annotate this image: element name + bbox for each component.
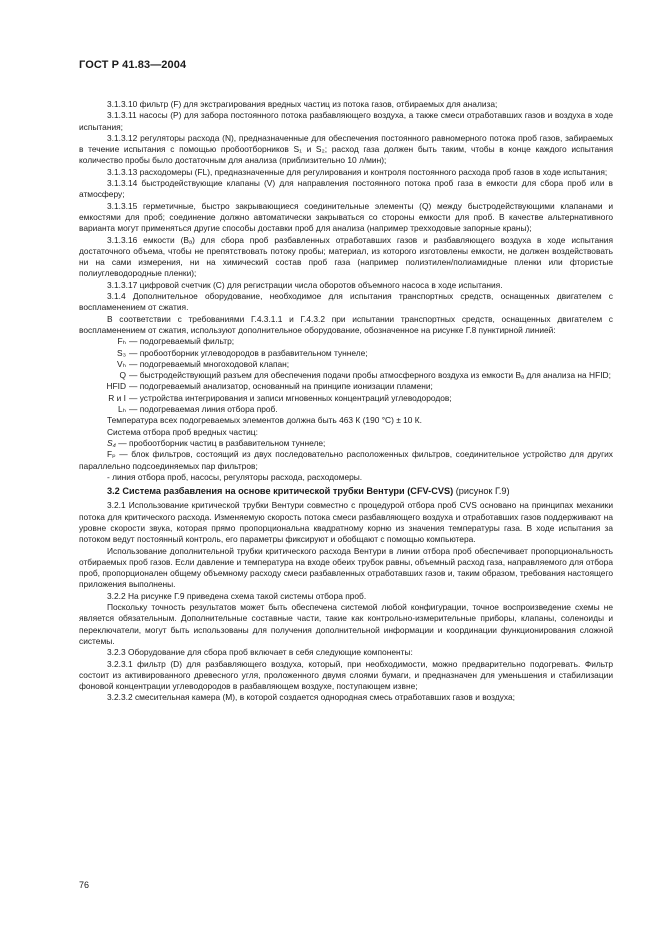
particle-def-row bbox=[79, 438, 613, 449]
definition-text: — подогреваемая линия отбора проб. bbox=[129, 404, 278, 415]
item-3-1-3-15: 3.1.3.15 герметичные, быстро закрывающиеся соединительные элементы (Q) между быстродействующими клапанами и емкостями для проб; соединение должно автоматически закрываться со стороны емкости для проб. В качестве альтернативного варианта могут применяться другие способы доставки проб для анализа (например трехходовые запорные краны); bbox=[79, 200, 613, 234]
page-number: 76 bbox=[79, 880, 90, 890]
paragraph-accuracy: Поскольку точность результатов может быть обеспечена системой любой конфигурации, точное воспроизведение схемы не является обязательным. Дополнительные составные части, такие как контрольно-измерительные приборы, клапаны, соленоиды и переключатели, могут быть использованы для получения дополнительной информации и координации функционирования сложной системы. bbox=[79, 602, 613, 646]
item-3-2-1: 3.2.1 Использование критической трубки Вентури совместно с процедурой отбора проб CVS основано на принципах механики потока для критического расхода. Изменяемую скорость потока смеси разбавляющего воздуха и отработавших газов поддерживают на уровне скорости звука, которая прямо пропорциональна квадратному корню из значения температуры газа. В ходе испытания за потоком ведут постоянный контроль, его параметры фиксируют и обобщают с помощью компьютера. bbox=[79, 500, 613, 545]
definition-row bbox=[79, 359, 613, 370]
definition-term: Q bbox=[119, 370, 126, 381]
definition-term: Fₚ bbox=[107, 449, 116, 460]
section-heading-suffix: (рисунок Г.9) bbox=[455, 486, 510, 497]
definition-row bbox=[79, 404, 613, 415]
definition-text: — быстродействующий разъем для обеспечения подачи пробы атмосферного воздуха из емкости Bₐ для анализа на HFID; bbox=[129, 370, 611, 381]
definition-row bbox=[79, 336, 613, 347]
definition-term: HFID bbox=[106, 381, 126, 392]
section-heading-text: 3.2 Система разбавления на основе критической трубки Вентури (CFV-CVS) bbox=[107, 486, 454, 497]
definition-term: S₃ bbox=[117, 347, 126, 358]
definition-text: — устройства интегрирования и записи мгновенных концентраций углеводородов; bbox=[129, 392, 452, 403]
page-content bbox=[79, 99, 613, 704]
item-3-1-3-11: 3.1.3.11 насосы (P) для забора постоянного потока разбавляющего воздуха, а также смеси отработавших газов и воздуха в ходе испытания; bbox=[79, 110, 613, 132]
particle-def-row bbox=[79, 472, 613, 483]
item-3-1-3-16: 3.1.3.16 емкости (Bₐ) для сбора проб разбавленных отработавших газов и разбавляющего воздуха в ходе испытания достаточного объема, чтобы не препятствовать потоку пробы; материал, из которого изготовлены емкости, не должен воздействовать ни на сами измерения, ни на химический состав проб газа (например полиэтилен/полиамидные пленки или фтористые полиуглеводородные пленки); bbox=[79, 234, 613, 279]
definition-text: — подогреваемый анализатор, основанный на принципе ионизации пламени; bbox=[129, 381, 433, 392]
paragraph-additional-venturi: Использование дополнительной трубки критического расхода Вентури в линии отбора проб обеспечивает пропорциональность отбираемых проб газов. Если давление и температура на входе обеих трубок равны, объемный расход газа, направляемого для отбора проб, пропорционален общему объемному расходу смеси разбавленных отработавших газов и, таким образом, требования настоящего приложения выполнены. bbox=[79, 545, 613, 590]
definition-row bbox=[79, 393, 613, 404]
section-heading bbox=[79, 486, 613, 497]
item-3-1-3-17: 3.1.3.17 цифровой счетчик (C) для регистрации числа оборотов объемного насоса в ходе испытания. bbox=[107, 279, 503, 290]
item-3-2-3: 3.2.3 Оборудование для сбора проб включает в себя следующие компоненты: bbox=[107, 647, 413, 658]
temperature-note: Температура всех подогреваемых элементов должна быть 463 К (190 °C) ± 10 К. bbox=[107, 415, 422, 426]
item-additional-equipment: В соответствии с требованиями Г.4.3.1.1 и Г.4.3.2 при испытании транспортных средств, оснащенных двигателем с воспламенением от сжатия, используют дополнительное оборудование, обозначенное на рисунке Г.8 пунктирной линией: bbox=[79, 313, 613, 335]
definition-row bbox=[79, 370, 613, 381]
page-header: ГОСТ Р 41.83—2004 bbox=[79, 59, 187, 71]
definition-text: — пробоотборник частиц в разбавительном туннеле; bbox=[118, 437, 326, 448]
particle-def-row bbox=[79, 449, 613, 472]
item-3-2-3-2: 3.2.3.2 смесительная камера (M), в которой создается однородная смесь отработавших газов и воздуха; bbox=[107, 692, 515, 703]
particle-system-title: Система отбора проб вредных частиц: bbox=[107, 426, 258, 437]
item-3-2-2: 3.2.2 На рисунке Г.9 приведена схема такой системы отбора проб. bbox=[107, 590, 367, 601]
definition-term: R и I bbox=[108, 392, 126, 403]
item-3-1-3-10: 3.1.3.10 фильтр (F) для экстрагирования вредных частиц из потока газов, отбираемых для анализа; bbox=[107, 99, 498, 109]
definition-term: Lₕ bbox=[117, 404, 126, 415]
definition-text: - линия отбора проб, насосы, регуляторы расхода, расходомеры. bbox=[107, 471, 363, 482]
definition-text: — подогреваемый многоходовой клапан; bbox=[129, 358, 290, 369]
item-3-1-3-12: 3.1.3.12 регуляторы расхода (N), предназначенные для обеспечения постоянного равномерного потока проб газов, забираемых в течение испытания с помощью пробоотборников S₁ и S₂; расход газа должен быть таким, чтобы в конце каждого испытания количество пробы было достаточным для анализа (приблизительно 10 л/мин); bbox=[79, 132, 613, 166]
definition-text: — пробоотборник углеводородов в разбавительном туннеле; bbox=[129, 347, 368, 358]
item-3-2-3-1: 3.2.3.1 фильтр (D) для разбавляющего воздуха, который, при необходимости, можно предварительно подогревать. Фильтр состоит из активированного древесного угля, проложенного двумя слоями бумаги, и предназначен для уменьшения и стабилизации фоновой концентрации углеводородов в разбавляющем воздухе, поступающем извне; bbox=[79, 658, 613, 692]
definition-term: Vₕ bbox=[117, 358, 126, 369]
item-3-1-3-14: 3.1.3.14 быстродействующие клапаны (V) для направления постоянного потока проб газа в емкости для сбора проб или в атмосферу; bbox=[79, 178, 613, 200]
definition-row bbox=[79, 348, 613, 359]
definition-term: Fₕ bbox=[117, 336, 126, 347]
definition-text: — блок фильтров, состоящий из двух последовательно расположенных фильтров, соединительное устройство для других параллельно подсоединяемых пар фильтров; bbox=[79, 449, 613, 471]
item-3-1-3-13: 3.1.3.13 расходомеры (FL), предназначенные для регулирования и контроля постоянного расхода проб газов в ходе испытания; bbox=[107, 166, 608, 177]
definition-term: S₄ bbox=[107, 437, 116, 448]
item-3-1-4: 3.1.4 Дополнительное оборудование, необходимое для испытания транспортных средств, оснащенных двигателем с воспламенением от сжатия. bbox=[79, 291, 613, 313]
definition-row bbox=[79, 381, 613, 392]
definition-text: — подогреваемый фильтр; bbox=[129, 336, 235, 347]
